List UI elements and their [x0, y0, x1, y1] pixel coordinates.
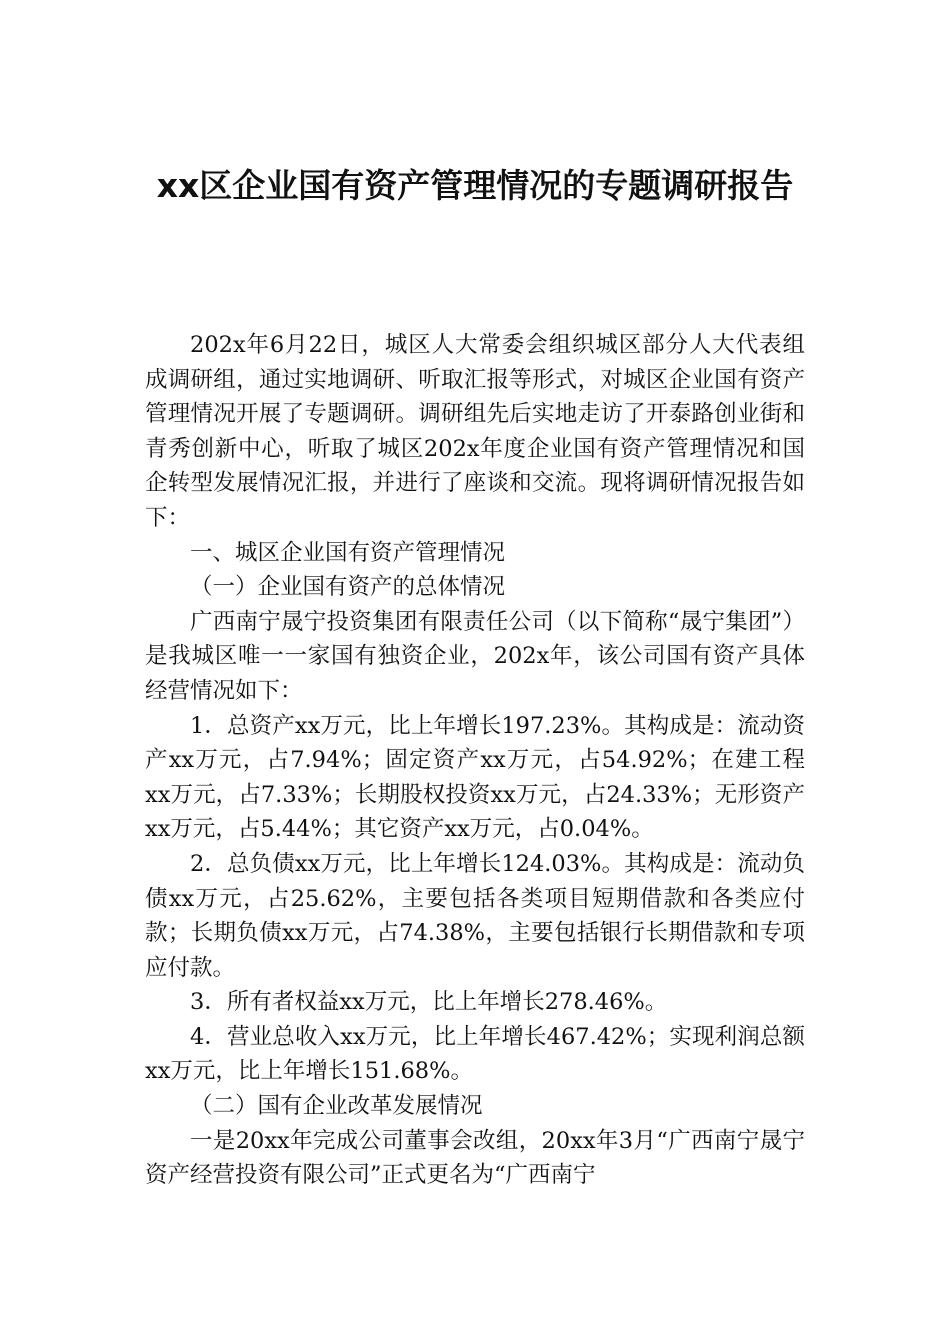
- total-liabilities-paragraph: 2．总负债xx万元，比上年增长124.03%。其构成是：流动负债xx万元，占25.62%，主要包括各类项目短期借款和各类应付款；长期负债xx万元，占74.38%，主要包括银行长期借款和专项应付款。: [145, 850, 805, 981]
- intro-paragraph: 202x年6月22日，城区人大常委会组织城区部分人大代表组成调研组，通过实地调研、听取汇报等形式，对城区企业国有资产管理情况开展了专题调研。调研组先后实地走访了开泰路创业街和青秀创新中心，听取了城区202x年度企业国有资产管理情况和国企转型发展情况汇报，并进行了座谈和交流。现将调研情况报告如下：: [145, 332, 805, 531]
- owner-equity-paragraph: 3．所有者权益xx万元，比上年增长278.46%。: [190, 989, 668, 1016]
- subsection-heading-1: （一）企业国有资产的总体情况: [190, 574, 506, 601]
- subsection-heading-2: （二）国有企业改革发展情况: [190, 1093, 483, 1120]
- reform-paragraph: 一是20xx年完成公司董事会改组，20xx年3月“广西南宁晟宁资产经营投资有限公司”正式更名为“广西南宁: [145, 1127, 805, 1189]
- document-title: xx区企业国有资产管理情况的专题调研报告: [156, 166, 794, 205]
- section-heading-1: 一、城区企业国有资产管理情况: [190, 539, 506, 566]
- document-body: [145, 328, 805, 1193]
- total-assets-paragraph: 1．总资产xx万元，比上年增长197.23%。其构成是：流动资产xx万元，占7.94%；固定资产xx万元，占54.92%；在建工程xx万元，占7.33%；长期股权投资xx万元，占24.33%；无形资产xx万元，占5.44%；其它资产xx万元，占0.04%。: [145, 712, 805, 843]
- company-overview-paragraph: 广西南宁晟宁投资集团有限责任公司（以下简称“晟宁集团”）是我城区唯一一家国有独资企业，202x年，该公司国有资产具体经营情况如下：: [145, 608, 805, 704]
- revenue-paragraph: 4．营业总收入xx万元，比上年增长467.42%；实现利润总额xx万元，比上年增长151.68%。: [145, 1023, 805, 1085]
